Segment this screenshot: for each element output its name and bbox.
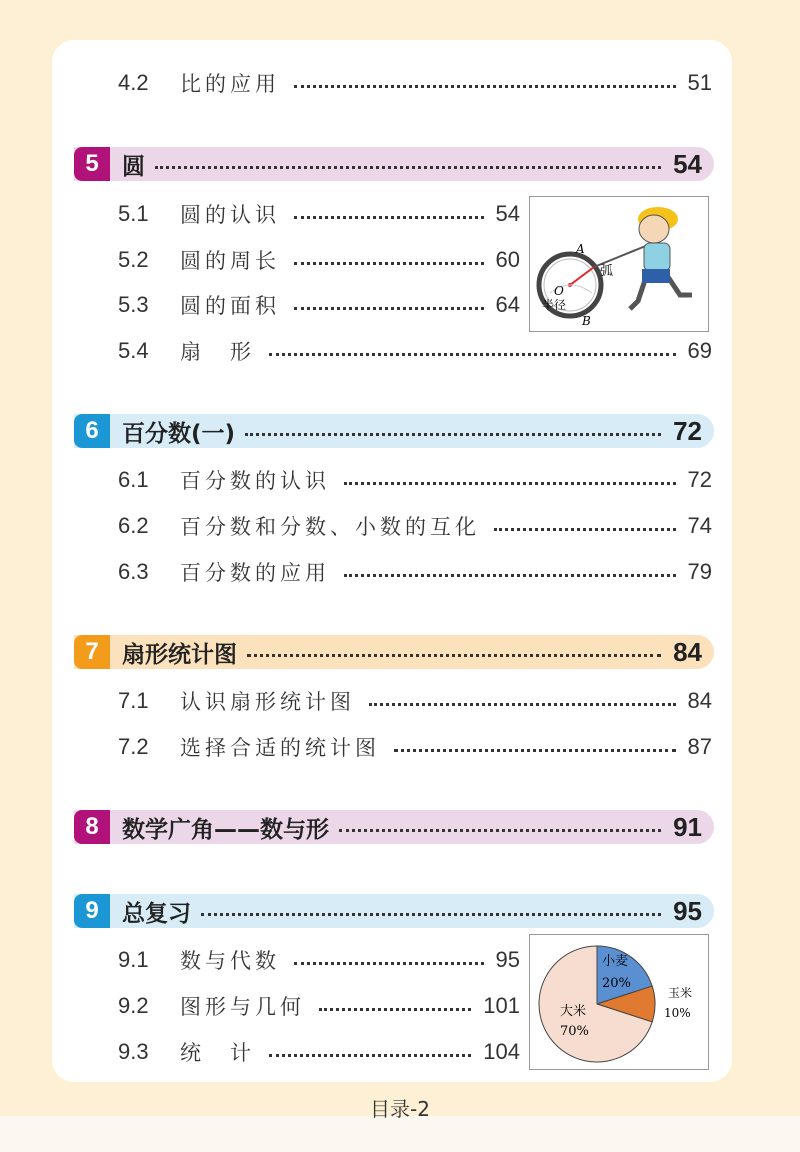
- toc-entry-5-2[interactable]: [118, 243, 520, 277]
- page-number: 104: [483, 1039, 520, 1064]
- toc-entry-5-1[interactable]: [118, 197, 520, 231]
- section-title: 选择合适的统计图: [180, 736, 380, 760]
- section-title: 百分数的应用: [180, 561, 330, 585]
- section-number: 6.3: [118, 559, 149, 584]
- section-title: 百分数和分数、小数的互化: [180, 515, 480, 539]
- section-number: 9.2: [118, 993, 149, 1018]
- section-number: 6.2: [118, 513, 149, 538]
- center-o-label: O: [554, 284, 564, 298]
- section-number: 7.2: [118, 734, 149, 759]
- chapter-6-heading[interactable]: [74, 414, 714, 448]
- leader-dots: [269, 1054, 471, 1057]
- toc-entry-7-2[interactable]: [118, 730, 712, 764]
- page-number: 51: [687, 70, 712, 95]
- chapter-number-badge: 6: [74, 414, 110, 448]
- section-number: 5.2: [118, 247, 149, 272]
- page-number: 79: [687, 559, 712, 584]
- section-title: 认识扇形统计图: [180, 690, 355, 714]
- section-number: 4.2: [118, 70, 149, 95]
- leader-dots: [394, 749, 676, 752]
- leader-dots: [294, 307, 484, 310]
- page-number: 64: [495, 292, 520, 317]
- leader-dots: [245, 433, 661, 436]
- chapter-5-heading[interactable]: [74, 147, 714, 181]
- rice-label: 大米: [560, 1004, 587, 1019]
- leader-dots: [294, 216, 484, 219]
- chapter-8-heading[interactable]: [74, 810, 714, 844]
- chapter-9-heading[interactable]: [74, 894, 714, 928]
- section-number: 5.3: [118, 292, 149, 317]
- chapter-page-number: 54: [673, 148, 702, 179]
- toc-entry-9-1[interactable]: [118, 943, 520, 977]
- point-b-label: B: [582, 314, 591, 328]
- section-number: 5.1: [118, 201, 149, 226]
- chapter-number-badge: 5: [74, 147, 110, 181]
- leader-dots: [344, 482, 676, 485]
- leader-dots: [319, 1008, 471, 1011]
- page-footer: 目录-2: [370, 1097, 430, 1121]
- page-number: 74: [687, 513, 712, 538]
- toc-entry-9-3[interactable]: [118, 1035, 520, 1069]
- toc-entry-6-3[interactable]: [118, 555, 712, 589]
- section-title: 扇 形: [180, 340, 255, 364]
- chapter-title: 圆: [122, 153, 145, 180]
- boy-rolling-hoop-image: [530, 197, 708, 331]
- pie-chart-illustration: [529, 934, 709, 1070]
- toc-entry-4-2[interactable]: [118, 66, 712, 100]
- section-number: 9.1: [118, 947, 149, 972]
- corn-percent: 10%: [664, 1006, 691, 1020]
- section-title: 比的应用: [180, 72, 280, 96]
- section-number: 9.3: [118, 1039, 149, 1064]
- section-title: 圆的认识: [180, 203, 280, 227]
- toc-entry-9-2[interactable]: [118, 989, 520, 1023]
- page-number: 95: [495, 947, 520, 972]
- leader-dots: [294, 262, 484, 265]
- section-number: 6.1: [118, 467, 149, 492]
- section-title: 百分数的认识: [180, 469, 330, 493]
- circle-illustration: [529, 196, 709, 332]
- section-title: 数与代数: [180, 949, 280, 973]
- chapter-page-number: 84: [673, 636, 702, 667]
- toc-entry-6-2[interactable]: [118, 509, 712, 543]
- page-number: 87: [687, 734, 712, 759]
- page-number: 54: [495, 201, 520, 226]
- leader-dots: [294, 962, 484, 965]
- section-title: 圆的面积: [180, 294, 280, 318]
- chapter-number-badge: 7: [74, 635, 110, 669]
- chapter-7-heading[interactable]: [74, 635, 714, 669]
- chapter-page-number: 72: [673, 415, 702, 446]
- arc-label: 弧: [600, 264, 614, 279]
- leader-dots: [155, 166, 661, 169]
- chapter-title: 扇形统计图: [122, 641, 237, 668]
- toc-entry-5-4[interactable]: [118, 334, 712, 368]
- leader-dots: [494, 528, 676, 531]
- leader-dots: [344, 574, 676, 577]
- chapter-title: 总复习: [122, 900, 191, 927]
- leader-dots: [201, 913, 661, 916]
- section-number: 5.4: [118, 338, 149, 363]
- rice-percent: 70%: [560, 1024, 589, 1039]
- chapter-title: 数学广角——数与形: [122, 816, 329, 843]
- leader-dots: [339, 829, 661, 832]
- chapter-title: 百分数(一): [122, 420, 236, 447]
- page-number: 69: [687, 338, 712, 363]
- toc-entry-6-1[interactable]: [118, 463, 712, 497]
- leader-dots: [294, 85, 676, 88]
- section-title: 图形与几何: [180, 995, 305, 1019]
- leader-dots: [269, 353, 676, 356]
- chapter-number-badge: 9: [74, 894, 110, 928]
- page-number: 101: [483, 993, 520, 1018]
- chapter-page-number: 95: [673, 895, 702, 926]
- page-number: 60: [495, 247, 520, 272]
- toc-entry-5-3[interactable]: [118, 288, 520, 322]
- toc-entry-7-1[interactable]: [118, 684, 712, 718]
- radius-label: 半径: [542, 298, 567, 312]
- page-number: 84: [687, 688, 712, 713]
- wheat-percent: 20%: [602, 976, 631, 991]
- leader-dots: [247, 654, 661, 657]
- wheat-label: 小麦: [602, 954, 629, 969]
- section-title: 统 计: [180, 1041, 255, 1065]
- leader-dots: [369, 703, 676, 706]
- pie-chart: [530, 935, 708, 1069]
- chapter-number-badge: 8: [74, 810, 110, 844]
- corn-label: 玉米: [668, 986, 693, 1000]
- page-number: 72: [687, 467, 712, 492]
- point-a-label: A: [576, 242, 585, 256]
- section-title: 圆的周长: [180, 249, 280, 273]
- section-number: 7.1: [118, 688, 149, 713]
- chapter-page-number: 91: [673, 811, 702, 842]
